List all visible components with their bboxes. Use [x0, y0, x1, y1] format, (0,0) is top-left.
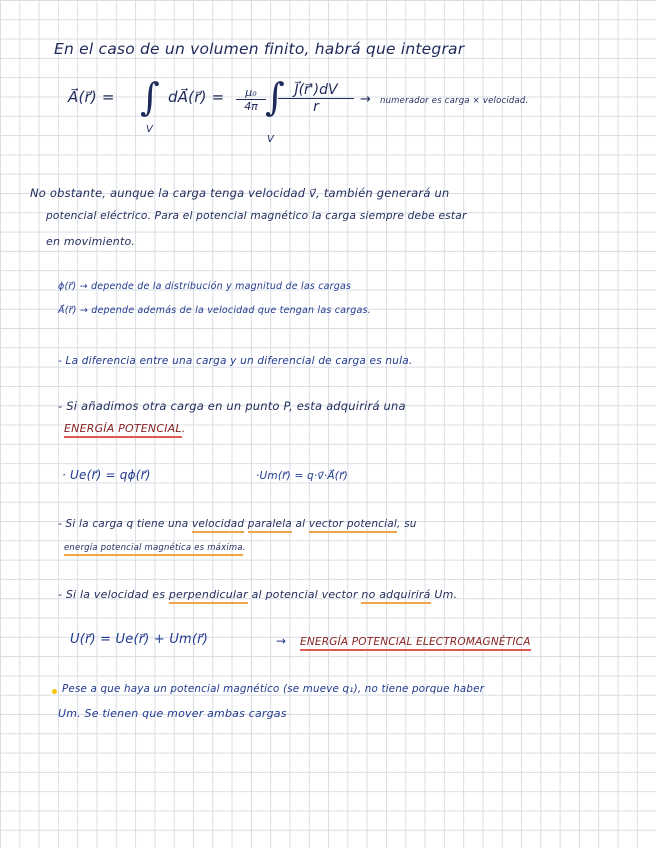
potential-energy-label	[64, 422, 185, 435]
yellow-bullet-icon	[52, 689, 57, 694]
potential-energy-period: .	[181, 422, 186, 435]
parallel-velocidad: velocidad	[192, 518, 244, 533]
perp-no-adquirira: no adquirirá	[361, 588, 430, 604]
phi-line: ϕ(r⃗) → depende de la distribución y magnitud de las cargas	[58, 281, 352, 292]
para1-line2: potencial eléctrico. Para el potencial magnético la carga siempre debe estar	[46, 210, 467, 222]
parallel-vector: vector potencial	[309, 518, 397, 533]
para1-line3: en movimiento.	[46, 235, 136, 248]
coef-fraction	[236, 86, 266, 113]
coef-denominator: 4π	[244, 100, 258, 113]
para1-line1: No obstante, aunque la carga tenga velocidad v⃗, también generará un	[30, 186, 450, 200]
perp-post: Um.	[434, 588, 458, 601]
ue-formula: · Ue(r⃗) = qϕ(r⃗)	[62, 468, 151, 482]
main-fraction	[278, 82, 354, 115]
um-formula: ·Um(r⃗) = q·v⃗·A⃗(r⃗)	[256, 470, 348, 482]
perp-line	[58, 588, 457, 601]
parallel-line-1	[58, 518, 417, 530]
total-arrow-icon: →	[276, 634, 287, 648]
total-energy-eq: U(r⃗) = Ue(r⃗) + Um(r⃗)	[70, 632, 208, 647]
difference-line: - La diferencia entre una carga y un diferencial de carga es nula.	[58, 355, 413, 367]
electromagnetic-energy-label	[300, 636, 531, 648]
parallel-pre: - Si la carga q tiene una	[58, 518, 189, 530]
intro-text: En el caso de un volumen finito, habrá que integrar	[54, 40, 465, 58]
perp-pre: - Si la velocidad es	[58, 588, 166, 601]
p-line-1: - Si añadimos otra carga en un punto P, esta adquirirá una	[58, 399, 406, 413]
perp-mid: al potencial vector	[251, 588, 358, 601]
fraction-denominator: r	[313, 99, 319, 115]
fraction-numerator: J⃗(r⃗')dV	[278, 82, 354, 99]
parallel-line-2	[64, 543, 246, 553]
integral-sub-1: V	[146, 124, 153, 135]
parallel-paralela: paralela	[248, 518, 292, 533]
parallel-line-2-end: .	[242, 543, 246, 553]
coef-numerator: μ₀	[236, 86, 266, 100]
final-line-1: Pese a que haya un potencial magnético (se mueve q₁), no tiene porque haber	[62, 683, 485, 695]
formula-note: numerador es carga × velocidad.	[380, 96, 529, 106]
electromagnetic-energy-text: ENERGÍA POTENCIAL ELECTROMAGNÉTICA	[300, 636, 531, 651]
arrow-icon: →	[360, 92, 372, 107]
parallel-mid: al	[295, 518, 306, 530]
formula-lhs: A⃗(r⃗) =	[68, 88, 115, 106]
parallel-post: , su	[397, 518, 417, 530]
integral-sign-2: ∫	[265, 75, 285, 119]
integral-sign-1: ∫	[140, 75, 160, 119]
a-line: A⃗(r⃗) → depende además de la velocidad que tengan las cargas.	[58, 305, 371, 316]
perp-perpendicular: perpendicular	[169, 588, 248, 604]
final-line-2: Um. Se tienen que mover ambas cargas	[58, 707, 287, 720]
potential-energy-text: ENERGÍA POTENCIAL	[64, 422, 182, 438]
integral-sub-2: V	[267, 134, 274, 145]
parallel-max-text: energía potencial magnética es máxima	[64, 543, 243, 556]
formula-integrand: dA⃗(r⃗) =	[168, 88, 225, 106]
